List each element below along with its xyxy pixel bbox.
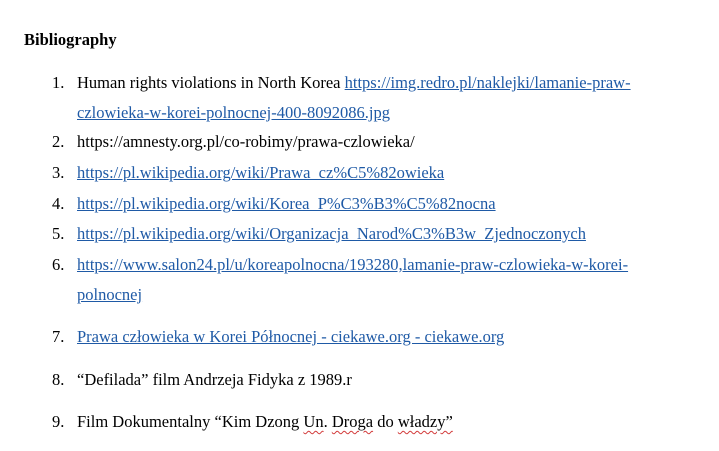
item-number: 3. (52, 163, 65, 182)
hyperlink[interactable]: https://pl.wikipedia.org/wiki/Organizacja_Narod%C3%B3w_Zjednoczonych (77, 224, 586, 243)
hyperlink[interactable]: Prawa człowieka w Korei Północnej - ciekawe.org - ciekawe.org (77, 327, 505, 346)
item-number: 9. (52, 412, 65, 431)
item-number: 7. (52, 327, 65, 346)
item-number: 4. (52, 194, 65, 213)
item-text: https://amnesty.org.pl/co-robimy/prawa-czlowieka/ (77, 132, 415, 151)
item-body (77, 189, 677, 219)
spellcheck-word[interactable]: władzy” (397, 412, 453, 431)
item-text: Film Dokumentalny “Kim Dzong (77, 412, 304, 431)
item-body (77, 365, 677, 395)
item-line (77, 280, 677, 310)
item-body (77, 68, 677, 128)
item-body (77, 250, 677, 310)
item-body (77, 158, 677, 188)
spellcheck-word[interactable]: Droga (331, 412, 374, 431)
item-number: 6. (52, 255, 65, 274)
item-line (77, 407, 677, 437)
hyperlink[interactable]: https://www.salon24.pl/u/koreapolnocna/193280,lamanie-praw-czlowieka-w-korei- (77, 255, 629, 274)
item-number: 1. (52, 73, 65, 92)
hyperlink[interactable]: polnocnej (77, 285, 143, 304)
hyperlink[interactable]: https://img.redro.pl/naklejki/lamanie-praw- (344, 73, 631, 92)
item-body (77, 322, 677, 352)
hyperlink[interactable]: https://pl.wikipedia.org/wiki/Korea_P%C3%B3%C5%82nocna (77, 194, 496, 213)
item-number: 2. (52, 132, 65, 151)
hyperlink[interactable]: czlowieka-w-korei-polnocnej-400-8092086.jpg (77, 103, 390, 122)
hyperlink[interactable]: https://pl.wikipedia.org/wiki/Prawa_cz%C5%82owieka (77, 163, 445, 182)
item-line (77, 98, 677, 128)
item-line (77, 68, 677, 98)
item-number: 5. (52, 224, 65, 243)
item-text: Human rights violations in North Korea (77, 73, 345, 92)
item-body (77, 219, 677, 249)
spellcheck-word[interactable]: Un (303, 412, 324, 431)
item-text: do (373, 412, 398, 431)
item-body (77, 407, 677, 437)
item-number: 8. (52, 370, 65, 389)
item-text: . (323, 412, 332, 431)
item-text: “Defilada” film Andrzeja Fidyka z 1989.r (77, 370, 352, 389)
bibliography-heading: Bibliography (24, 30, 117, 49)
item-body (77, 127, 677, 157)
